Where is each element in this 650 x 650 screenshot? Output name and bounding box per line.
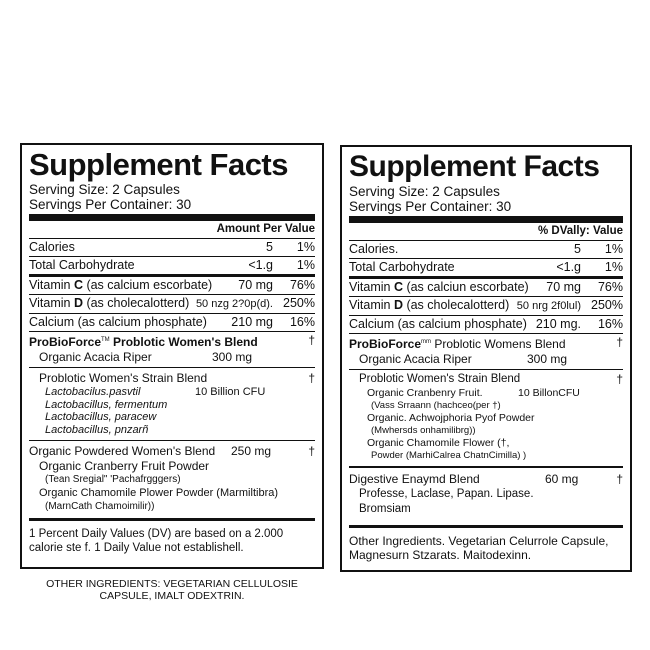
vitamin-amount: 70 mg [546,280,581,294]
dagger-mark: † [616,372,623,386]
strain-ingredient-sub: Powder (MarhiCalrea ChatnCimilla) ) [371,450,527,461]
digestive-ingredients: Professe, Laclase, Papan. Lipase. [359,488,534,500]
dagger-mark: † [308,333,315,347]
nutrient-amount: <1.g [556,260,581,274]
strain-ingredient-sub: (Vass Srraann (hachceo(per †) [371,400,501,411]
vitamin-label: Vitamin C (as calciun escorbate) [349,280,529,294]
strain-item: Lactobacilus.pasvtil [45,386,141,398]
servings-per-container: Servings Per Container: 30 [29,197,192,212]
powdered-blend [29,440,315,518]
dagger-mark: † [616,335,623,349]
nutrient-row [29,256,315,274]
thick-divider [29,214,315,221]
blend-probioforce [29,331,315,367]
thick-divider [349,216,623,223]
dagger-mark: † [616,472,623,486]
vitamin-dv: 250% [591,298,623,312]
nutrient-label: Total Carbohydrate [29,258,135,272]
powder-blend-amount: 250 mg [231,444,272,458]
amount-per-value-header: Amount Per Value [216,223,315,235]
blend-amount: 300 mg [212,350,253,364]
strain-item: Lactobacillus, fermentum [45,398,168,411]
powder-ingredient: Organic Chamomile Plower Powder (Marmiltibra) [39,487,279,499]
nutrient-amount: 5 [266,240,273,254]
vitamin-dv: 250% [283,296,315,310]
blend-name: ProBioForce™ Problotic Women's Blend [29,335,258,349]
strain-blend-name: Problotic Women's Strain Blend [39,371,208,385]
digestive-blend-name: Digestive Enaymd Blend [349,472,480,486]
column-header [349,223,623,240]
vitamin-row [349,279,623,296]
vitamin-dv: 16% [597,317,623,331]
footnote: 1 Percent Daily Values (DV) are based on a 2.000 calorie ste f. 1 Daily Value not establishell. [29,518,315,555]
nutrient-dv: 1% [604,260,623,274]
nutrient-row [349,258,623,276]
other-ingredients-left: OTHER INGREDIENTS: VEGETARIAN CELLULOSIE CAPSULE, IMALT ODEXTRIN. [46,578,298,602]
other-ingredients-right: Other Ingredients. Vegetarian Celurrole Capsule, Magnesurn Stzarats. Maitodexinn. [349,525,623,562]
serving-size: Serving Size: 2 Capsules [29,182,180,197]
blend-amount: 300 mg [527,352,568,366]
vitamin-amount: 50 nrg 2f0lul) [516,300,581,312]
vitamin-dv: 16% [289,315,315,329]
powder-ingredient: Organic Cranberry Fruit Powder [39,459,210,473]
nutrient-label: Total Carbohydrate [349,260,455,274]
strain-ingredient: Organic Cranbenry Fruit. [367,387,483,399]
nutrient-label: Calories [29,240,75,254]
dagger-mark: † [308,371,315,385]
strain-blend-name: Problotic Women's Strain Blend [359,373,521,385]
vitamin-amount: 210 mg. [535,317,581,331]
servings-per-container: Servings Per Container: 30 [349,199,512,214]
blend-probioforce [349,333,623,369]
vitamin-row [349,296,623,315]
blend-name: ProBioForce$^{mm}$ Problotic Womens Blend [349,337,566,351]
vitamin-label: Vitamin C (as calcium escorbate) [29,278,213,292]
strain-ingredient: Organic Chamomile Flower (†, [367,437,510,449]
vitamin-amount: 70 mg [238,278,273,292]
nutrient-dv: 1% [604,242,623,256]
vitamin-row [29,277,315,294]
vitamin-label: Calcium (as calcium phosphate) [349,317,527,331]
strain-item: Lactobacillus, paracew [45,411,157,423]
powder-ingredient-sub: (MarnCath Chamoimilir)) [45,501,155,512]
panel-title: Supplement Facts [349,150,600,183]
serving-size: Serving Size: 2 Capsules [349,184,500,199]
digestive-blend [349,466,623,525]
supplement-facts-panel-left [20,143,324,569]
vitamin-label: Calcium (as calcium phosphate) [29,315,207,329]
strain-ingredient: Organic. Achwojphoria Pyof Powder [367,412,535,424]
digestive-ingredients: Bromsiam [359,503,411,515]
nutrient-label: Calories. [349,242,399,256]
nutrient-dv: 1% [296,258,315,272]
vitamin-row [349,315,623,333]
blend-ingredient: Organic Acacia Riper [39,350,152,364]
panel-title: Supplement Facts [29,147,288,182]
vitamin-dv: 76% [289,278,315,292]
vitamin-label: Vitamin D (as cholecalotterd) [349,298,510,312]
powder-ingredient-sub: (Tean Sregial" 'Pachafrgggers) [45,474,181,485]
vitamin-row [29,294,315,313]
column-header [29,221,315,238]
vitamin-row [29,313,315,331]
dagger-mark: † [308,444,315,458]
nutrient-amount: 5 [574,242,581,256]
nutrient-row [29,238,315,256]
nutrient-amount: <1.g [248,258,273,272]
strain-cfu: 10 BillonCFU [518,387,580,399]
vitamin-amount: 210 mg [231,315,273,329]
strain-blend [29,367,315,440]
digestive-blend-amount: 60 mg [545,472,579,486]
vitamin-label: Vitamin D (as cholecalotterd) [29,296,190,310]
strain-blend [349,369,623,466]
vitamin-dv: 76% [597,280,623,294]
strain-ingredient-sub: (Mwhersds onhamilibrg)) [371,425,476,436]
strain-item: Lactobacillus, pnzarñ [45,423,149,436]
blend-ingredient: Organic Acacia Riper [359,352,472,366]
strain-cfu: 10 Billion CFU [195,386,266,398]
supplement-facts-panel-right [340,145,632,572]
nutrient-row [349,240,623,258]
powder-blend-name: Organic Powdered Women's Blend [29,444,216,458]
nutrient-dv: 1% [296,240,315,254]
dv-value-header: % DVally: Value [537,225,623,237]
vitamin-amount: 50 nzg 2?0p(d). [195,298,273,310]
